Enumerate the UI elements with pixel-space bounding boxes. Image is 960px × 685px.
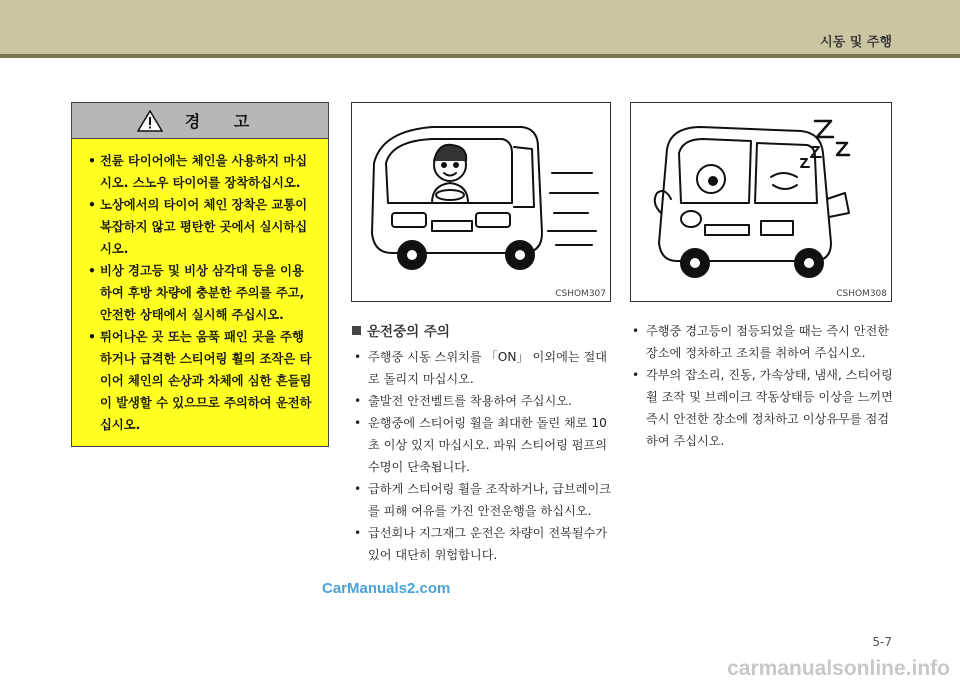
warning-list [72,139,328,436]
bullet-item: • 주행중 경고등이 점등되었을 때는 즉시 안전한 장소에 정차하고 조치를 취하여 주십시오. [630,320,896,364]
header-divider [0,54,960,58]
sleeping-bus-icon [631,103,891,301]
warning-header [72,103,328,139]
warning-title: 경 고 [184,112,264,131]
bullet-item: • 급선회나 지그재그 운전은 차량이 전복될수가 있어 대단히 위험합니다. [352,522,614,566]
illustration-driving-bus [351,102,611,302]
warning-item: • 전륜 타이어에는 체인을 사용하지 마십시오. 스노우 타이어를 장착하십시오. [88,150,314,194]
watermark-link[interactable]: CarManuals2.com [322,580,451,597]
illustration-sleeping-bus [630,102,892,302]
section-bullet-list [352,346,614,566]
bullet-item: • 급하게 스티어링 휠을 조작하거나, 급브레이크를 피해 여유를 가진 안전운행을 하십시오. [352,478,614,522]
section-heading [352,320,450,340]
illustration-code: CSHOM308 [836,289,887,299]
bullet-item: • 출발전 안전벨트를 착용하여 주십시오. [352,390,614,412]
illustration-code: CSHOM307 [555,289,606,299]
header-bar [0,0,960,54]
footer-watermark: carmanualsonline.info [727,657,950,680]
right-bullet-list [630,320,896,452]
warning-item: • 비상 경고등 및 비상 삼각대 등을 이용하여 후방 차량에 충분한 주의를 주고, 안전한 상태에서 실시해 주십시오. [88,260,314,326]
warning-box [71,102,329,447]
section-title: 운전중의 주의 [367,324,450,340]
warning-item: • 튀어나온 곳 또는 움푹 패인 곳을 주행하거나 급격한 스티어링 휠의 조작은 타이어 체인의 손상과 차체에 심한 흔들림이 발생할 수 있으므로 주의하여 운전하십시오. [88,326,314,436]
square-bullet-icon [352,326,361,335]
page-number: 5-7 [872,635,892,649]
warning-triangle-icon [137,110,163,132]
bullet-item: • 각부의 잡소리, 진동, 가속상태, 냄새, 스티어링 휠 조작 및 브레이크 작동상태등 이상을 느끼면 즉시 안전한 장소에 정차하고 이상유무를 점검하여 주십시오. [630,364,896,452]
warning-item: • 노상에서의 타이어 체인 장착은 교통이 복잡하지 않고 평탄한 곳에서 실시하십시오. [88,194,314,260]
driving-bus-icon [352,103,610,301]
chapter-title: 시동 및 주행 [820,35,892,50]
bullet-item: • 운행중에 스티어링 휠을 최대한 돌린 채로 10초 이상 있지 마십시오. 파워 스티어링 펌프의 수명이 단축됩니다. [352,412,614,478]
bullet-item: • 주행중 시동 스위치를 「ON」 이외에는 절대로 돌리지 마십시오. [352,346,614,390]
